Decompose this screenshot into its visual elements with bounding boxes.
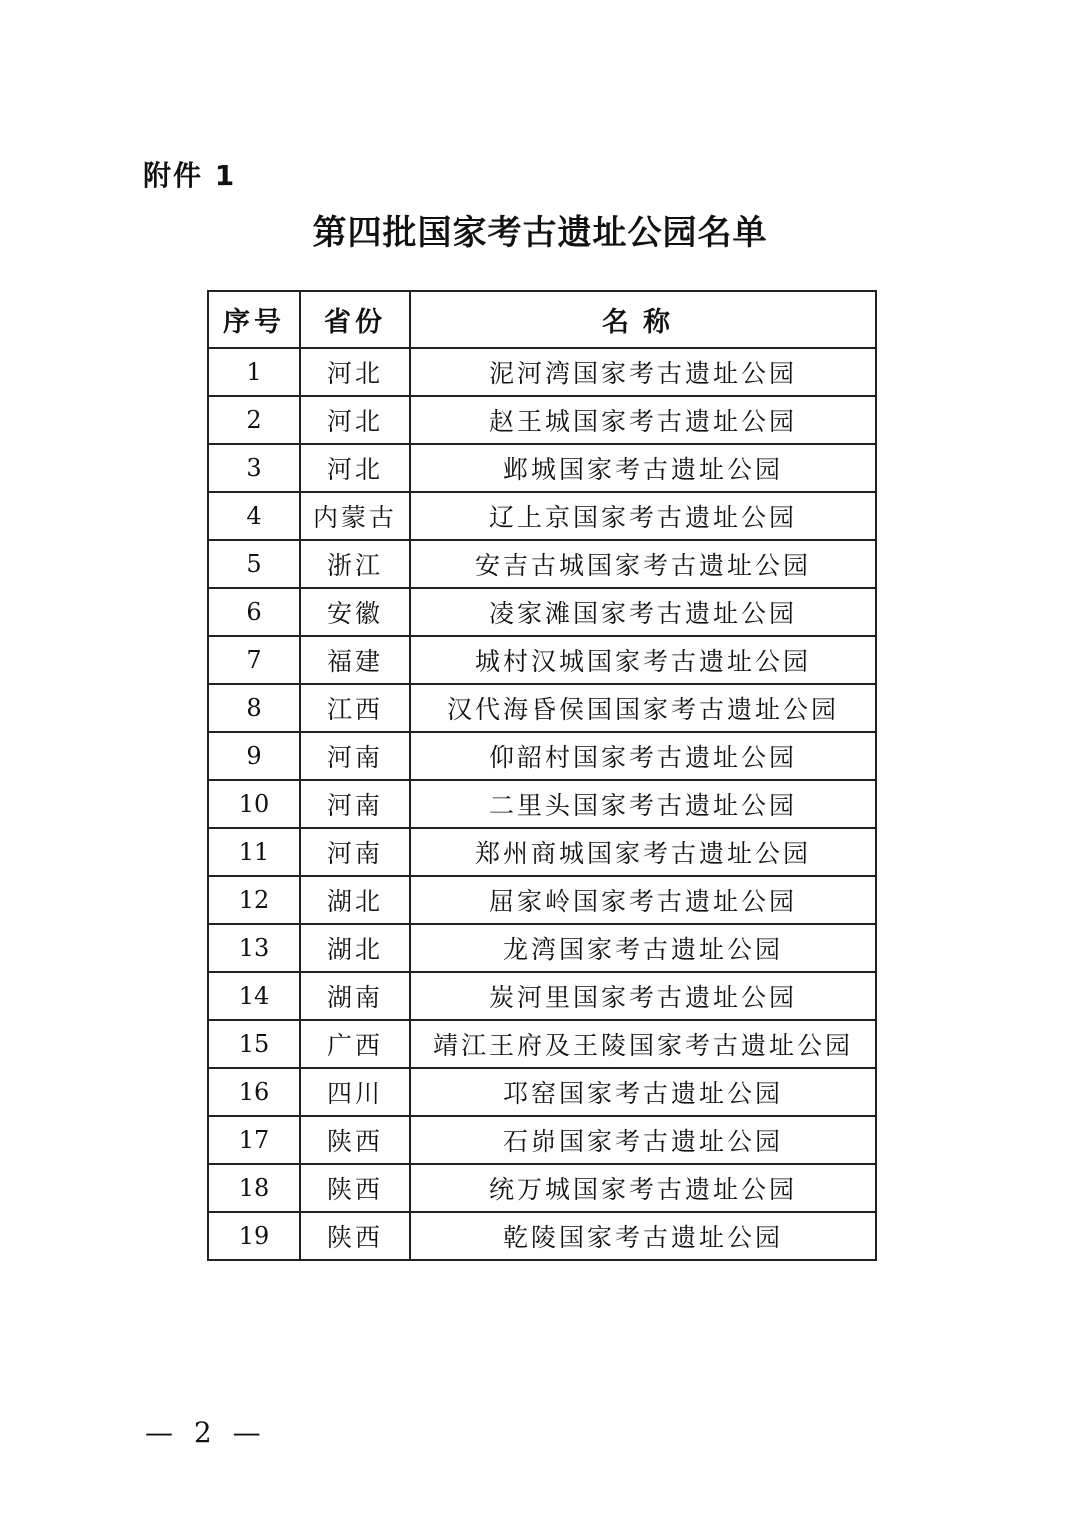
table-body bbox=[208, 348, 876, 1260]
row-province-cell: 陕西 bbox=[300, 1164, 410, 1212]
table-row bbox=[208, 540, 876, 588]
row-number-cell: 9 bbox=[208, 732, 300, 780]
row-province-cell: 浙江 bbox=[300, 540, 410, 588]
table-row bbox=[208, 1068, 876, 1116]
table-row bbox=[208, 1020, 876, 1068]
row-number-cell: 6 bbox=[208, 588, 300, 636]
row-province-cell: 河南 bbox=[300, 780, 410, 828]
header-number: 序号 bbox=[208, 291, 300, 348]
row-number-cell: 14 bbox=[208, 972, 300, 1020]
header-province: 省份 bbox=[300, 291, 410, 348]
table-row bbox=[208, 924, 876, 972]
row-number-cell: 15 bbox=[208, 1020, 300, 1068]
row-name-cell: 泥河湾国家考古遗址公园 bbox=[410, 348, 876, 396]
row-province-cell: 河南 bbox=[300, 732, 410, 780]
attachment-label: 附件 1 bbox=[143, 159, 237, 192]
table-row bbox=[208, 876, 876, 924]
row-name-cell: 邛窑国家考古遗址公园 bbox=[410, 1068, 876, 1116]
row-province-cell: 湖北 bbox=[300, 876, 410, 924]
row-name-cell: 郑州商城国家考古遗址公园 bbox=[410, 828, 876, 876]
row-number-cell: 4 bbox=[208, 492, 300, 540]
row-province-cell: 广西 bbox=[300, 1020, 410, 1068]
row-number-cell: 5 bbox=[208, 540, 300, 588]
table-row bbox=[208, 780, 876, 828]
row-number-cell: 16 bbox=[208, 1068, 300, 1116]
row-name-cell: 凌家滩国家考古遗址公园 bbox=[410, 588, 876, 636]
row-number-cell: 1 bbox=[208, 348, 300, 396]
row-name-cell: 靖江王府及王陵国家考古遗址公园 bbox=[410, 1020, 876, 1068]
row-name-cell: 辽上京国家考古遗址公园 bbox=[410, 492, 876, 540]
table-row bbox=[208, 444, 876, 492]
row-province-cell: 四川 bbox=[300, 1068, 410, 1116]
row-province-cell: 湖北 bbox=[300, 924, 410, 972]
document-title: 第四批国家考古遗址公园名单 bbox=[312, 213, 768, 253]
row-province-cell: 安徽 bbox=[300, 588, 410, 636]
row-name-cell: 城村汉城国家考古遗址公园 bbox=[410, 636, 876, 684]
row-number-cell: 3 bbox=[208, 444, 300, 492]
table-row bbox=[208, 972, 876, 1020]
park-list-table bbox=[207, 290, 877, 1261]
row-number-cell: 7 bbox=[208, 636, 300, 684]
row-name-cell: 汉代海昏侯国国家考古遗址公园 bbox=[410, 684, 876, 732]
row-name-cell: 炭河里国家考古遗址公园 bbox=[410, 972, 876, 1020]
table-row bbox=[208, 684, 876, 732]
row-number-cell: 2 bbox=[208, 396, 300, 444]
row-number-cell: 11 bbox=[208, 828, 300, 876]
row-province-cell: 河南 bbox=[300, 828, 410, 876]
table-row bbox=[208, 732, 876, 780]
row-province-cell: 陕西 bbox=[300, 1212, 410, 1260]
row-province-cell: 江西 bbox=[300, 684, 410, 732]
row-name-cell: 乾陵国家考古遗址公园 bbox=[410, 1212, 876, 1260]
table-row bbox=[208, 828, 876, 876]
row-name-cell: 屈家岭国家考古遗址公园 bbox=[410, 876, 876, 924]
row-province-cell: 河北 bbox=[300, 396, 410, 444]
row-name-cell: 二里头国家考古遗址公园 bbox=[410, 780, 876, 828]
row-number-cell: 19 bbox=[208, 1212, 300, 1260]
row-province-cell: 福建 bbox=[300, 636, 410, 684]
row-number-cell: 18 bbox=[208, 1164, 300, 1212]
row-name-cell: 龙湾国家考古遗址公园 bbox=[410, 924, 876, 972]
row-number-cell: 13 bbox=[208, 924, 300, 972]
row-province-cell: 河北 bbox=[300, 348, 410, 396]
row-name-cell: 仰韶村国家考古遗址公园 bbox=[410, 732, 876, 780]
row-number-cell: 17 bbox=[208, 1116, 300, 1164]
row-number-cell: 10 bbox=[208, 780, 300, 828]
row-province-cell: 河北 bbox=[300, 444, 410, 492]
header-name: 名称 bbox=[410, 291, 876, 348]
row-name-cell: 安吉古城国家考古遗址公园 bbox=[410, 540, 876, 588]
row-province-cell: 湖南 bbox=[300, 972, 410, 1020]
table-row bbox=[208, 348, 876, 396]
table-header-row bbox=[208, 291, 876, 348]
table-row bbox=[208, 492, 876, 540]
row-name-cell: 邺城国家考古遗址公园 bbox=[410, 444, 876, 492]
table-row bbox=[208, 1164, 876, 1212]
page-number: — 2 — bbox=[145, 1416, 267, 1449]
table-row bbox=[208, 588, 876, 636]
row-province-cell: 陕西 bbox=[300, 1116, 410, 1164]
row-number-cell: 8 bbox=[208, 684, 300, 732]
row-province-cell: 内蒙古 bbox=[300, 492, 410, 540]
row-number-cell: 12 bbox=[208, 876, 300, 924]
row-name-cell: 赵王城国家考古遗址公园 bbox=[410, 396, 876, 444]
table-row bbox=[208, 1212, 876, 1260]
row-name-cell: 石峁国家考古遗址公园 bbox=[410, 1116, 876, 1164]
table-row bbox=[208, 636, 876, 684]
row-name-cell: 统万城国家考古遗址公园 bbox=[410, 1164, 876, 1212]
table-row bbox=[208, 1116, 876, 1164]
table-row bbox=[208, 396, 876, 444]
